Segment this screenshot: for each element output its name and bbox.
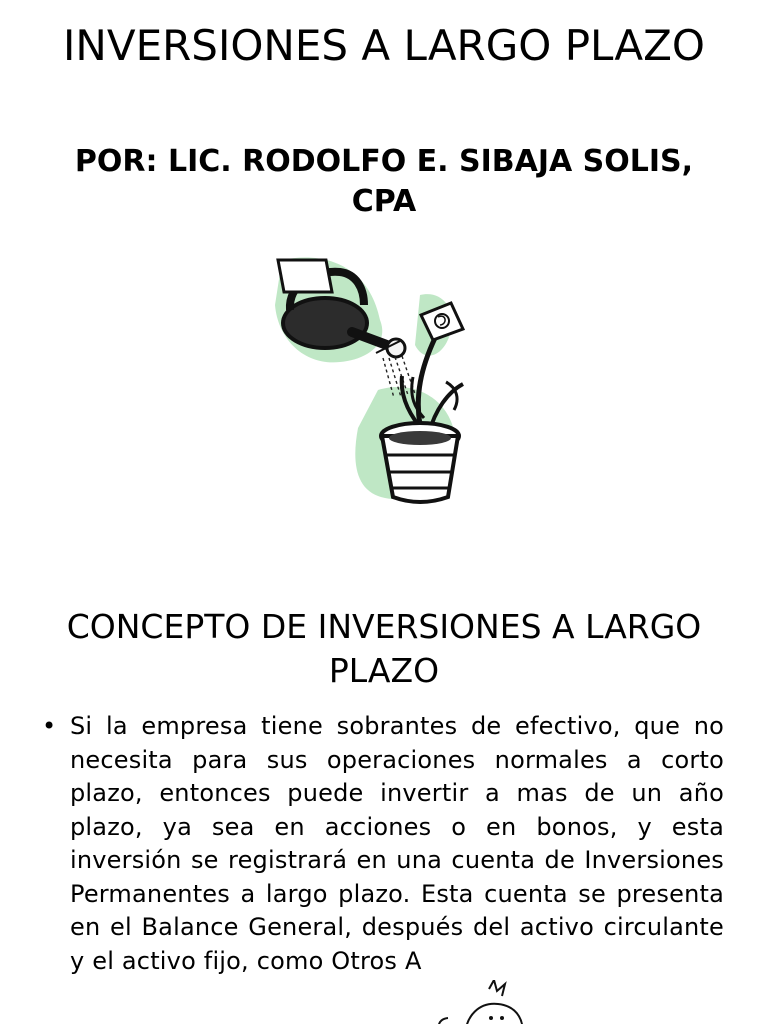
bullet-icon: • bbox=[42, 712, 57, 740]
concept-bullet-text: Si la empresa tiene sobrantes de efectivo, que no necesita para sus operaciones normales a corto plazo, entonces puede invertir a mas de un año plazo, ya sea en acciones o en bonos, y esta inversión se registrará en una cuenta de Inversiones Permanentes a largo plazo. Esta cuenta se presenta en el Balance General, después del activo circulante y el activo fijo, como Otros A bbox=[70, 712, 724, 975]
concept-bullet-item bbox=[40, 710, 724, 978]
concept-slide bbox=[0, 560, 768, 1024]
author-subtitle: POR: LIC. RODOLFO E. SIBAJA SOLIS, CPA bbox=[74, 144, 694, 219]
concept-title: CONCEPTO DE INVERSIONES A LARGO PLAZO bbox=[66, 607, 702, 690]
cover-title: INVERSIONES A LARGO PLAZO bbox=[63, 21, 705, 70]
concept-bullet-list bbox=[40, 710, 724, 978]
watering-can-money-plant-icon bbox=[270, 250, 470, 510]
cartoon-mascot-icon bbox=[430, 980, 540, 1024]
